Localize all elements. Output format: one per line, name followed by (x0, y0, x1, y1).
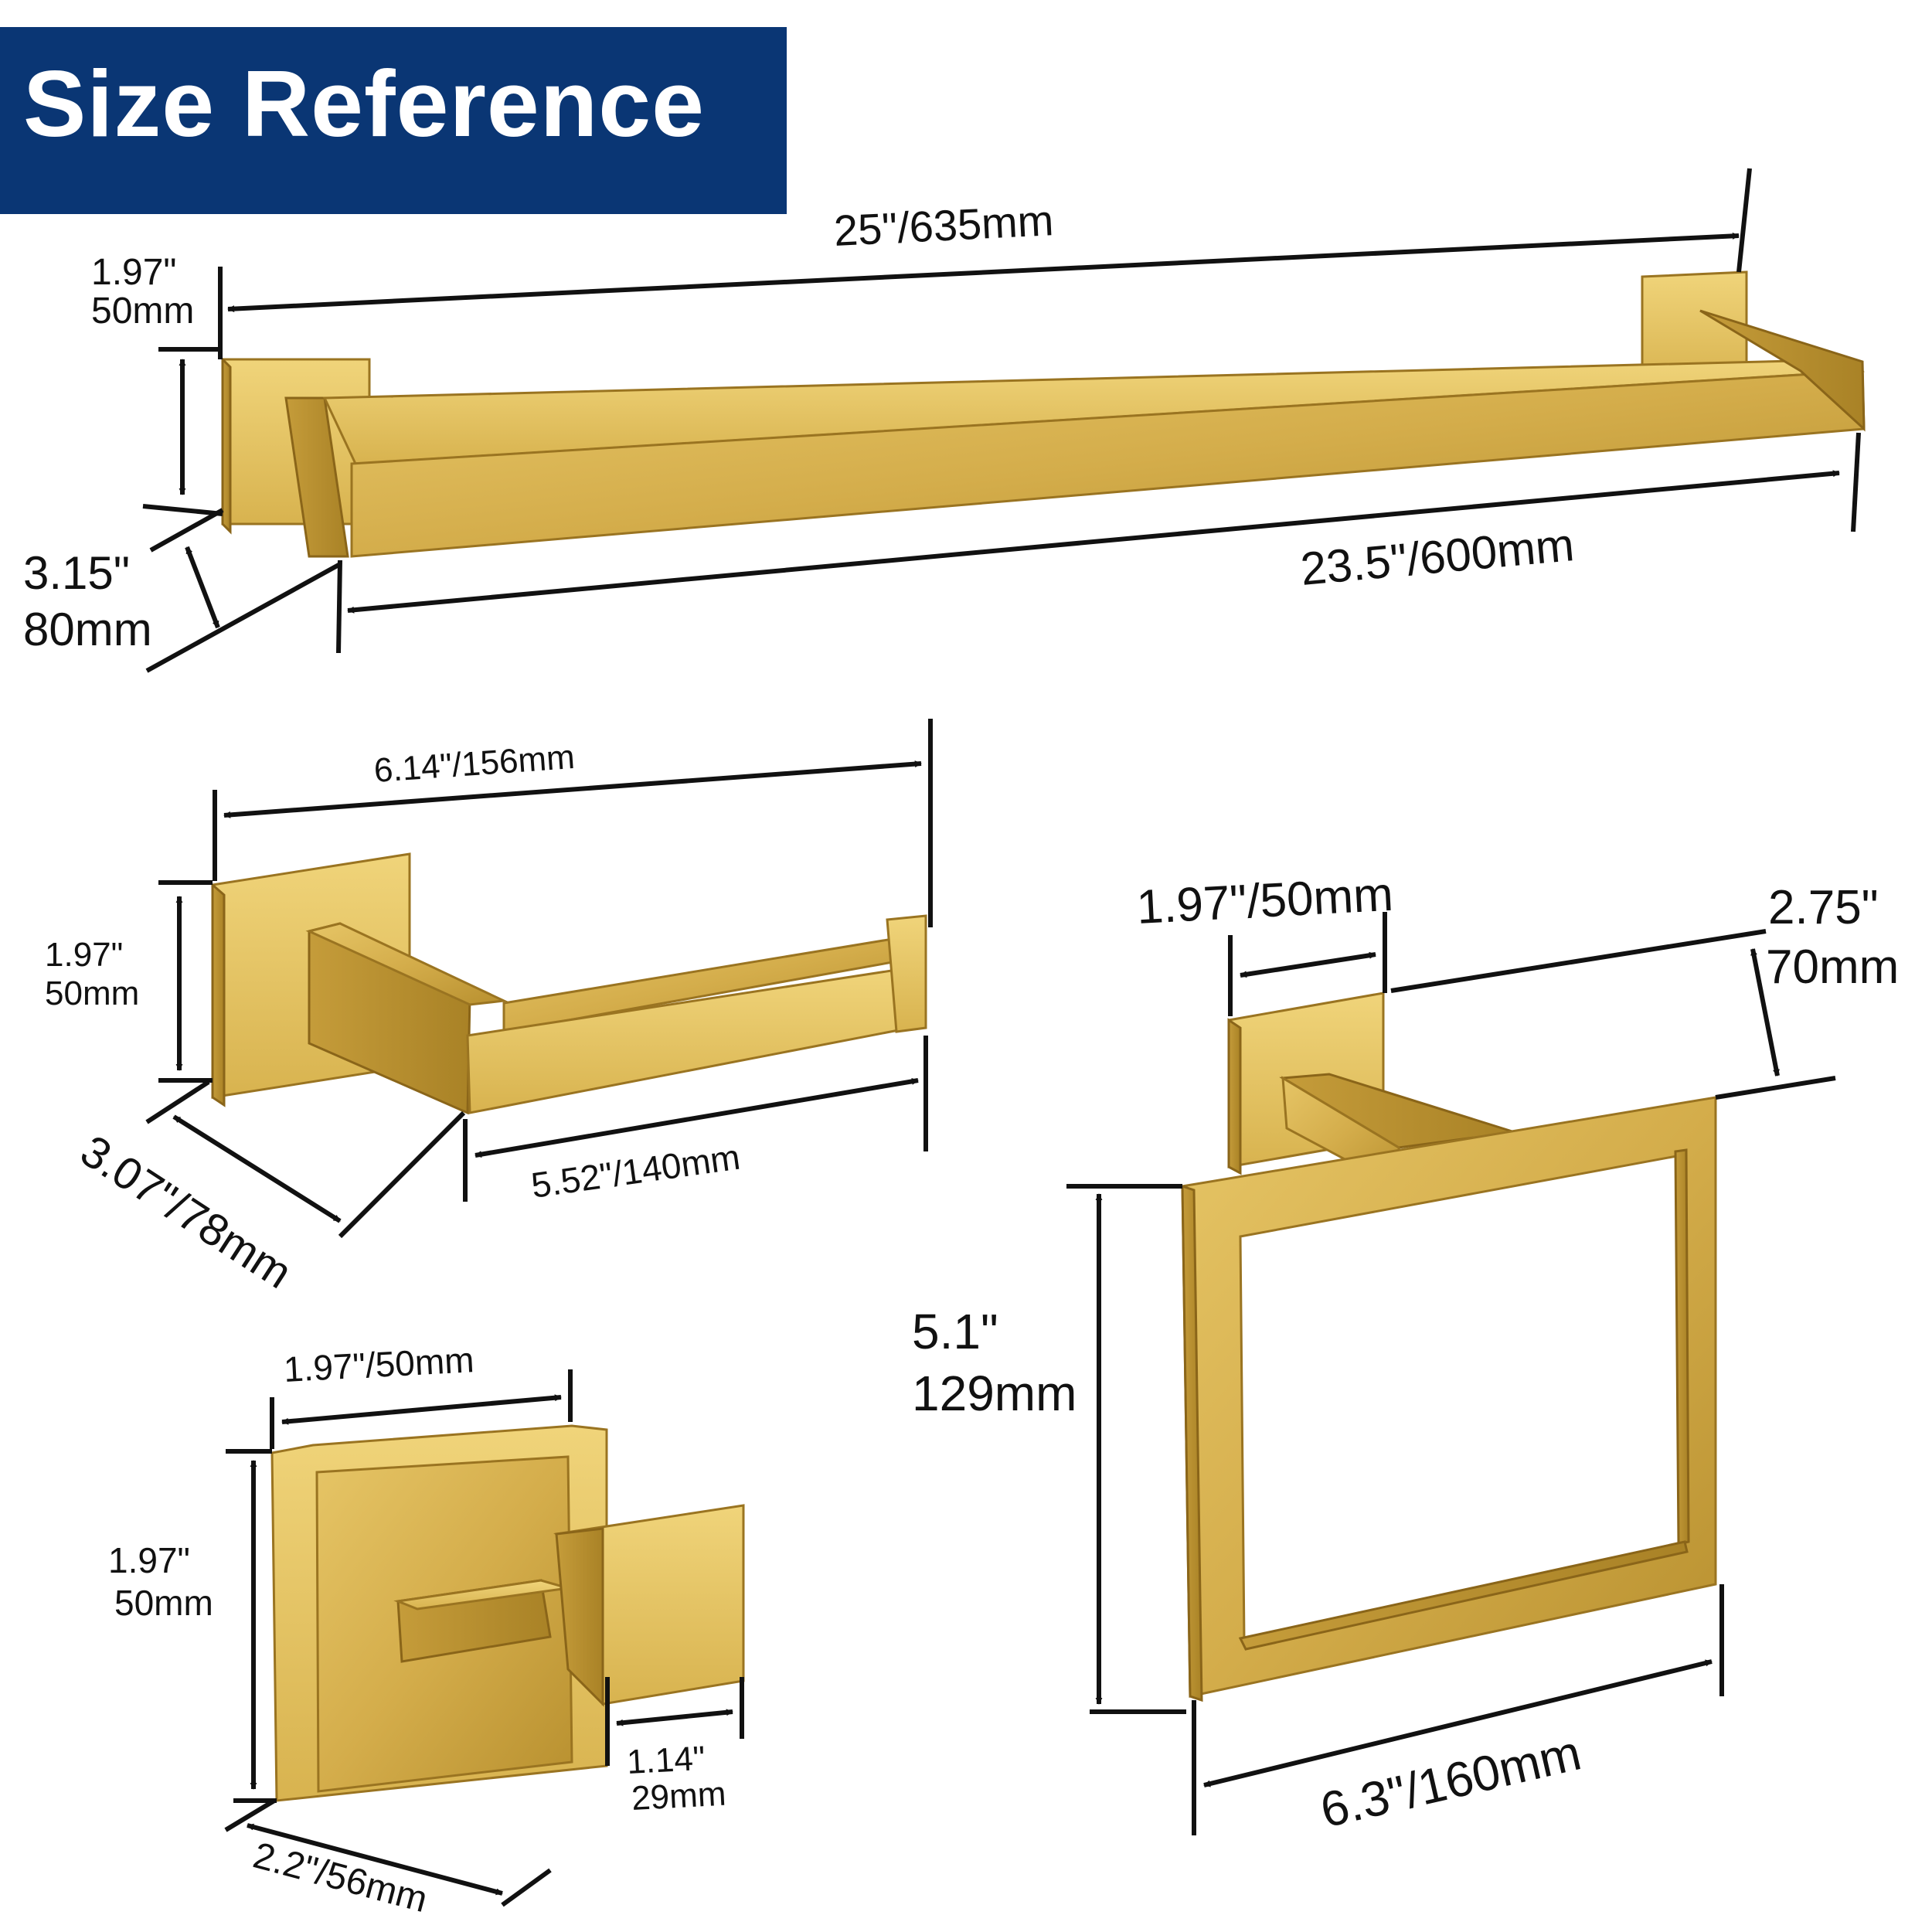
label-towel-bar-base-mm: 50mm (91, 291, 195, 332)
label-towel-bar-projection-mm: 80mm (23, 604, 152, 655)
label-robe-hook-arm-in: 1.14" (625, 1739, 706, 1781)
label-robe-hook-projection: 2.2"/56mm (249, 1835, 432, 1921)
label-robe-hook-base-in: 1.97" (108, 1540, 190, 1580)
label-paper-holder-base-in: 1.97" (45, 936, 124, 974)
label-paper-holder-arm: 5.52"/140mm (529, 1136, 743, 1206)
dim-towel-ring-base (1240, 954, 1376, 975)
label-robe-hook-base-mm: 50mm (114, 1583, 213, 1623)
towel-ring (1182, 993, 1716, 1700)
page-title: Size Reference (23, 51, 705, 156)
label-towel-bar-overall: 25"/635mm (832, 196, 1055, 255)
label-towel-bar-projection-in: 3.15" (23, 547, 131, 599)
label-towel-ring-projection-mm: 70mm (1766, 940, 1900, 994)
label-paper-holder-overall: 6.14"/156mm (372, 737, 577, 790)
label-towel-ring-height-mm: 129mm (912, 1366, 1077, 1421)
label-towel-ring-base: 1.97"/50mm (1135, 867, 1395, 934)
label-towel-bar-base-in: 1.97" (91, 252, 177, 293)
label-robe-hook-width: 1.97"/50mm (282, 1339, 475, 1389)
label-towel-ring-height-in: 5.1" (912, 1304, 998, 1359)
dim-robe-hook-arm (617, 1712, 733, 1723)
label-towel-bar-length: 23.5"/600mm (1298, 519, 1577, 595)
label-paper-holder-projection: 3.07"/78mm (71, 1125, 301, 1299)
dim-towel-bar-projection (187, 547, 218, 628)
label-towel-ring-projection-in: 2.75" (1768, 881, 1879, 934)
towel-bar (223, 272, 1864, 556)
toilet-paper-holder (213, 854, 926, 1113)
label-towel-ring-width: 6.3"/160mm (1315, 1724, 1587, 1838)
label-robe-hook-arm-mm: 29mm (630, 1774, 727, 1818)
dim-robe-hook-width (282, 1397, 561, 1422)
label-paper-holder-base-mm: 50mm (45, 975, 140, 1012)
